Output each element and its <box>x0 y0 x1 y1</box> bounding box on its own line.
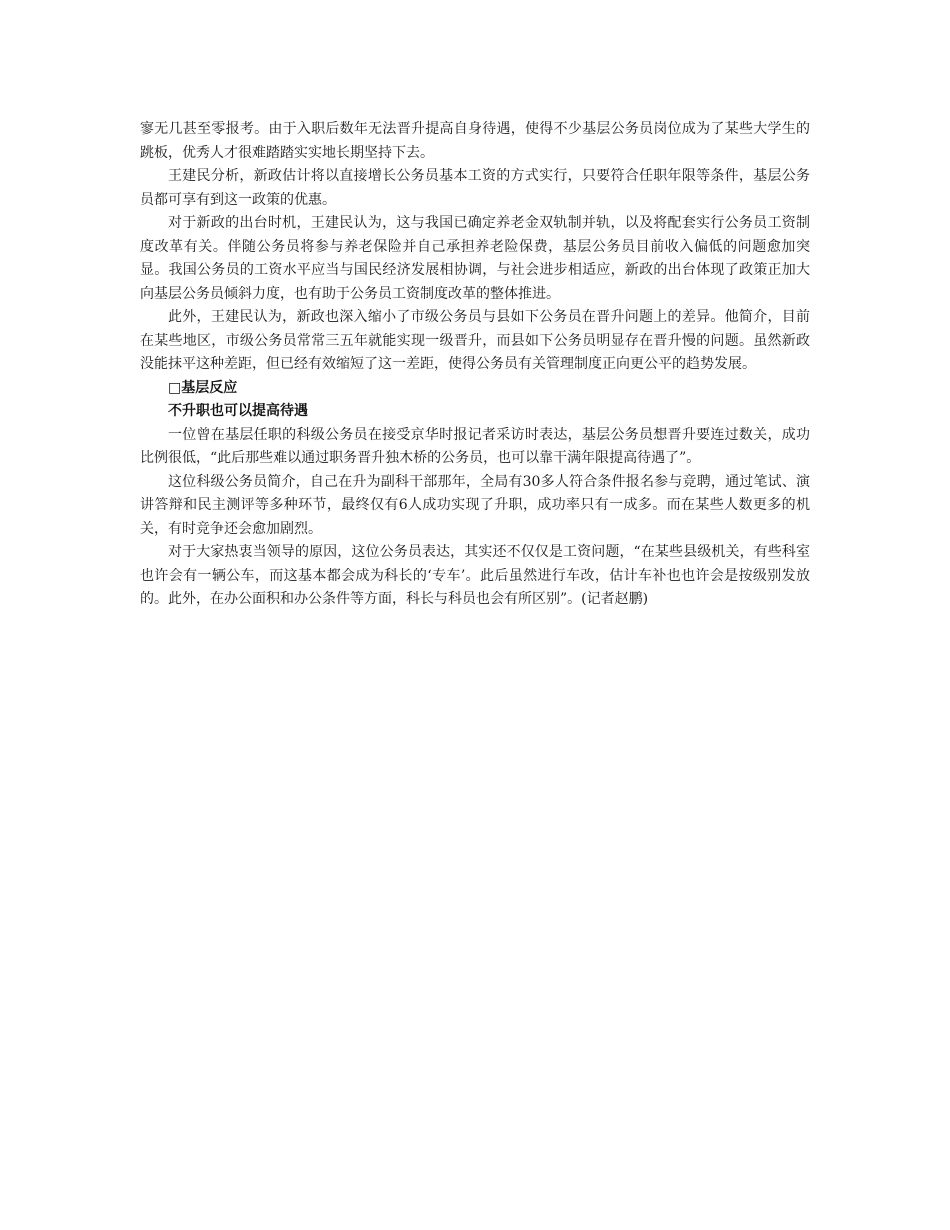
paragraph: 寥无几甚至零报考。由于入职后数年无法晋升提高自身待遇，使得不少基层公务员岗位成为了某些大学生的跳板，优秀人才很难踏踏实实地长期坚持下去。 <box>140 121 810 161</box>
article-body <box>140 118 810 612</box>
paragraph: 对于大家热衷当领导的原因，这位公务员表达，其实还不仅仅是工资问题，“在某些县级机关，有些科室也许会有一辆公车，而这基本都会成为科长的‘专车’。此后虽然进行车改，估计车补也也许会是按级别发放的。此外，在办公面积和办公条件等方面，科长与科员也会有所区别”。(记者赵鹏) <box>140 544 810 607</box>
paragraph: 这位科级公务员简介，自己在升为副科干部那年，全局有30多人符合条件报名参与竞聘，通过笔试、演讲答辩和民主测评等多种环节，最终仅有6人成功实现了升职，成功率只有一成多。而在某些人数更多的机关，有时竞争还会愈加剧烈。 <box>140 473 810 537</box>
paragraph: 此外，王建民认为，新政也深入缩小了市级公务员与县如下公务员在晋升问题上的差异。他简介，目前在某些地区，市级公务员常常三五年就能实现一级晋升，而县如下公务员明显存在晋升慢的问题。虽然新政没能抹平这种差距，但已经有效缩短了这一差距，使得公务员有关管理制度正向更公平的趋势发展。 <box>140 309 810 372</box>
paragraph: 王建民分析，新政估计将以直接增长公务员基本工资的方式实行，只要符合任职年限等条件，基层公务员都可享有到这一政策的优惠。 <box>140 168 810 208</box>
paragraph: 一位曾在基层任职的科级公务员在接受京华时报记者采访时表达，基层公务员想晋升要连过数关，成功比例很低，“此后那些难以通过职务晋升独木桥的公务员，也可以靠干满年限提高待遇了”。 <box>140 426 810 466</box>
sub-heading: 不升职也可以提高待遇 <box>168 403 308 419</box>
section-heading: □基层反应 <box>168 379 238 396</box>
paragraph: 对于新政的出台时机，王建民认为，这与我国已确定养老金双轨制并轨，以及将配套实行公务员工资制度改革有关。伴随公务员将参与养老保险并自己承担养老险保费，基层公务员目前收入偏低的问题愈加突显。我国公务员的工资水平应当与国民经济发展相协调，与社会进步相适应，新政的出台体现了政策正加大向基层公务员倾斜力度，也有助于公务员工资制度改革的整体推进。 <box>140 215 810 302</box>
